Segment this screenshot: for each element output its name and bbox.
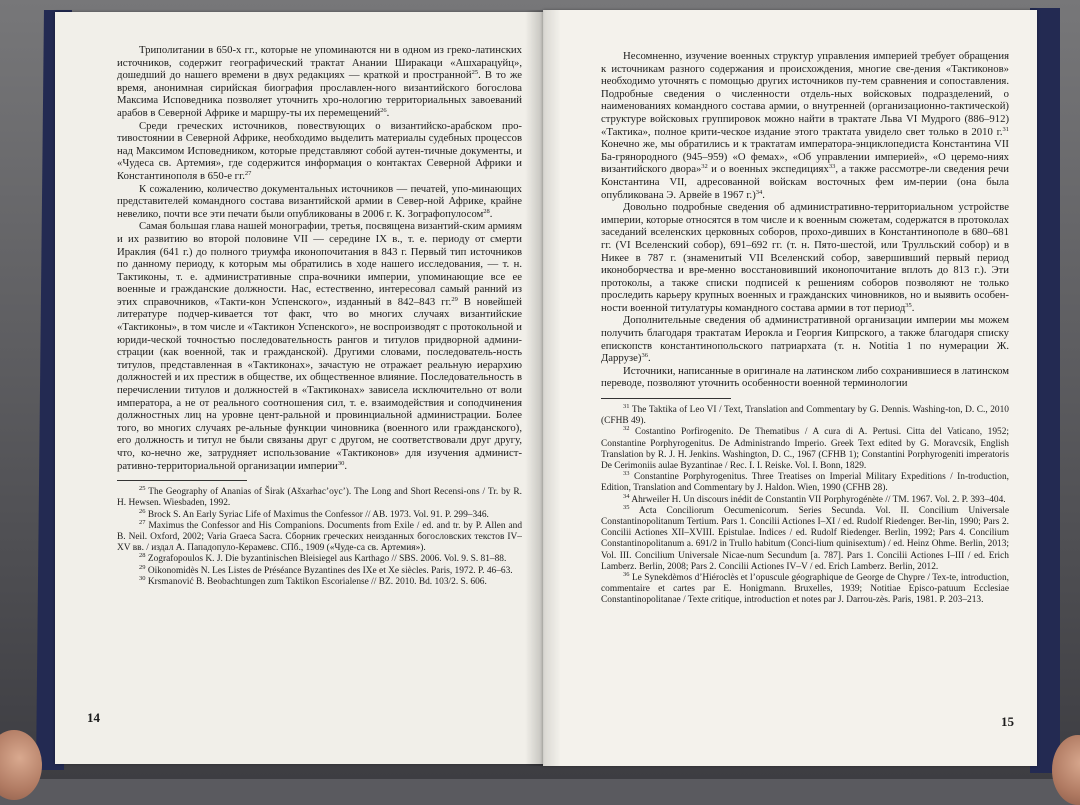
right-page-body — [601, 50, 1009, 390]
book-gutter-shadow — [525, 10, 561, 766]
footnote: $^{27}$ Maximus the Confessor and His Companions. Documents from Exile / ed. and tr. by P. Allen and B. Neil. Oxford, 2002; Varia Graeca Sacra. Сборник греческих неизданных богословских текстов IV–XV вв. / издал А. Пападопуло-Керамевс. СПб., 1909 («Чуде-са св. Артемия»). — [117, 518, 523, 554]
paragraph: Среди греческих источников, повествующих о византийско-арабском про-тивостоянии в Северной Африке, необходимо выделить материалы судебных процессов над Максимом Исповедником, которые представляют собой аутен-тичные документы, и «Чудеса св. Артемия», где содержится информация о контактах Северной Африки и Константинополя в 650-е гг.$^{27}$ — [117, 119, 522, 182]
paragraph: Источники, написанные в оригинале на латинском либо сохранившиеся в латинском переводе, позволяют уточнить особенности военной терминологии — [601, 364, 1009, 390]
left-footnotes — [117, 487, 522, 588]
footnote: $^{31}$ The Taktika of Leo VI / Text, Translation and Commentary by G. Dennis. Washing-ton, D. C., 2010 (CFHB 49). — [601, 403, 1009, 427]
paragraph: Несомненно, изучение военных структур управления империей требует обращения к источникам разного содержания и происхождения, многие све-дения «Тактиконов» необходимо уточнять с помощью других источников пу-тем сравнения и сопоставления. Подробные сведения о численности отдель-ных войсковых подразделений, о наименованиях командного состава армии, о внутренней (организационно-тактической) структуре войсковых группировок можно найти в трактате Льва VI Мудрого (886–912) «Тактика», полное крити-ческое издание этого трактата увидело свет только в 2010 г.$^{31}$ Конечно же, мы обратились и к трактатам императора-энциклопедиста Константина VII Ба-грянородного (945–959) «О фемах», «Об управлении империей», «О церемо-ниях византийского двора»$^{32}$ и о военных экспедициях$^{33}$, а также рассмотре-ли сведения речи Константина VII, адресованной войскам восточных фем им-перии (она была опубликована Э. Арвейе в 1967 г.)$^{34}$. — [601, 50, 1010, 201]
footnote: $^{30}$ Krsmanović B. Beobachtungen zum Taktikon Escorialense // BZ. 2010. Bd. 103/2. S. 606. — [139, 574, 487, 587]
paragraph: К сожалению, количество документальных источников — печатей, упо-минающих представителей командного состава византийской армии в Север-ной Африке, крайне невелико, почти все эти печати были опубликованы в 2006 г. К. Зографопулосом$^{28}$. — [117, 182, 522, 220]
footnote: $^{34}$ Ahrweiler H. Un discours inédit de Constantin VII Porphyrogénète // TM. 1967. Vol. 2. P. 393–404. — [623, 492, 1006, 505]
left-page-column — [117, 44, 522, 588]
page-number-right: 15 — [1001, 714, 1014, 729]
footnote: $^{28}$ Zografopoulos K. J. Die byzantinischen Bleisiegel aus Karthago // SBS. 2006. Vol. 9. S. 81–88. — [139, 552, 507, 565]
page-number-left: 14 — [87, 710, 100, 725]
footnote: $^{25}$ The Geography of Ananias of Širak (Ašxarhac’oyc’). The Long and Short Recensi-ons / Tr. by R. H. Hewsen. Wiesbaden, 1992. — [117, 485, 522, 509]
paragraph: Дополнительные сведения об административной организации империи мы можем получить благодаря трактатам Иерокла и Георгия Кипрского, а также благодаря списку епископств константинопольского патриархата (т. н. Notitia 1 по нумерации Ж. Даррузе)$^{36}$. — [601, 314, 1009, 365]
paragraph: Самая большая глава нашей монографии, третья, посвящена византий-ским армиям и их развитию во второй половине VII — середине IX в., т. е. периоду от смерти Ираклия (641 г.) до полного триумфа иконопочитания в 843 г. Первый тип источников по данному периоду, к которым мы обратились в ходе нашего исследования, — т. н. Тактиконы, т. е. административные спра-вочники империи, упоминающие все ее военные и гражданские должности. Нас, естественно, интересовал самый ранний из этих справочников, «Такти-кон Успенского», изданный в 842–843 гг.$^{29}$ В новейшей литературе подчер-кивается тот факт, что во многих случаях византийские «Тактиконы», в том числе и «Тактикон Успенского», не воспроизводят с протокольной и юриди-ческой точностью последовательность рангов и титулов придворной админи-страции (как военной, так и гражданской). Другими словами, последователь-ность титулов, представленная в «Тактиконах», зачастую не отражает реальную иерархию должностей и их престиж в обществе, их общественное влияние. Последовательность в перечислении титулов и должностей в «Тактиконах» зависела исключительно от воли императора, а не от реального соотношения сил, т. е. взаимодействия и соподчинения должностных лиц на уровне цент-ральной и провинциальной администрации. Более того, во многих случаях ре-альные функции чиновника (военного или гражданского), его должность и титул не были связаны друг с другом, не соответствовали друг другу, что, ко-нечно же, затрудняет использование «Тактиконов» для изучения админист-ративно-территориальной организации империи$^{30}$. — [117, 220, 522, 472]
paragraph: Довольно подробные сведения об административно-территориальном устройстве империи, которые относятся в том числе и к военным сюжетам, содержатся в протоколах заседаний вселенских церковных соборов, прохо-дивших в Константинополе в 680–681 гг. (VI Вселенский собор), 691–692 гг. (т. н. Пято-шестой, или Трулльский собор) и в Никее в 787 г. (знаменитый VII Вселенский собор, завершивший первый период иконоборчества и вре-менно восстановивший иконопочитание вплоть до 813 г.). Эти протоколы, а также списки подписей к решениям соборов позволяют не только проследить карьеру крупных военных и гражданских чиновников, но и выявить особен-ности военной титулатуры командного состава армии в тот период$^{35}$. — [601, 201, 1009, 314]
footnote: $^{33}$ Constantine Porphyrogenitus. Three Treatises on Imperial Military Expeditions / In-troduction, Edition, Translation and Commentary by J. Haldon. Wien, 1990 (CFHB 28). — [601, 470, 1009, 494]
footnote: $^{26}$ Brock S. An Early Syriac Life of Maximus the Confessor // AB. 1973. Vol. 91. P. 299–346. — [139, 507, 489, 520]
left-page-body — [117, 44, 522, 472]
left-page — [55, 12, 543, 764]
footnote: $^{29}$ Oikonomidès N. Les Listes de Préséance Byzantines des IXe et Xe siècles. Paris, 1972. P. 46–63. — [139, 563, 513, 576]
footnote-separator — [117, 480, 247, 481]
paragraph: Триполитании в 650-х гг., которые не упоминаются ни в одном из греко-латинских источников, содержит географический трактат Анании Ширакаци «Ашхарацуйц», дошедший до нашего времени в двух редакциях — краткой и пространной$^{25}$. В то же время, анонимная сирийская биография прославлен-ного византийского богослова Максима Исповедника позволяет уточнить хро-нологию территориальных завоеваний арабов в Северной Африке и маршру-ты их перемещений$^{26}$. — [117, 44, 522, 119]
right-footnotes — [601, 405, 1009, 607]
footnote: $^{36}$ Le Synekdèmos d’Hiéroclès et l’opuscule géographique de George de Chypre / Tex-te, introduction, commentaire et cartes par E. Honigmann. Bruxelles, 1939; Notitiae Episco-patuum Ecclesiae Constantinopolitanae / Texte critique, introduction et notes par J. Darrou-zès. Paris, 1981. P. 203–213. — [601, 571, 1009, 606]
footnote: $^{35}$ Acta Conciliorum Oecumenicorum. Series Secunda. Vol. II. Concilium Universale Constantinopolitanum Tertium. Pars 1. Concilii Actiones I–XI / ed. Rudolf Riedenger. Ber-lin, 1990; Pars 2. Concilii Actiones XII–XVIII. Epistulae. Indices / ed. Rudolf Riedenger. Berlin, 1992; Pars 4. Concilium Constantinopolitanum a. 691/2 in Trullo habitum (Conci-lium quinisextum) / ed. Heinz Ohme. Berlin, 2013; Vol. III. Concilium Universale Nicae-num Secundum [a. 787]. Pars 1. Concilii Actiones I–III / ed. Erich Lamberz. Berlin, 2008; Pars 2. Concilii Actiones IV–V / ed. Erich Lamberz. Berlin, 2012. — [601, 503, 1009, 572]
right-page — [543, 10, 1037, 766]
footnote: $^{32}$ Costantino Porfirogenito. De Thematibus / A cura di A. Pertusi. Citta del Vaticano, 1952; Constantine Porphyrogenitus. De Administrando Imperio. Greek Text edited by G. Moravcsik, English Translation by R. J. H. Jenkins. Washington, D. C., 1967 (CFHB 1); Constantini Porphyrogeniti imperatoris De Cerimoniis aulae Byzantinae / Rec. I. I. Reiske. Vol. I. Bonn, 1829. — [601, 425, 1009, 472]
footnote-separator — [601, 398, 731, 399]
right-page-column — [601, 50, 1009, 607]
